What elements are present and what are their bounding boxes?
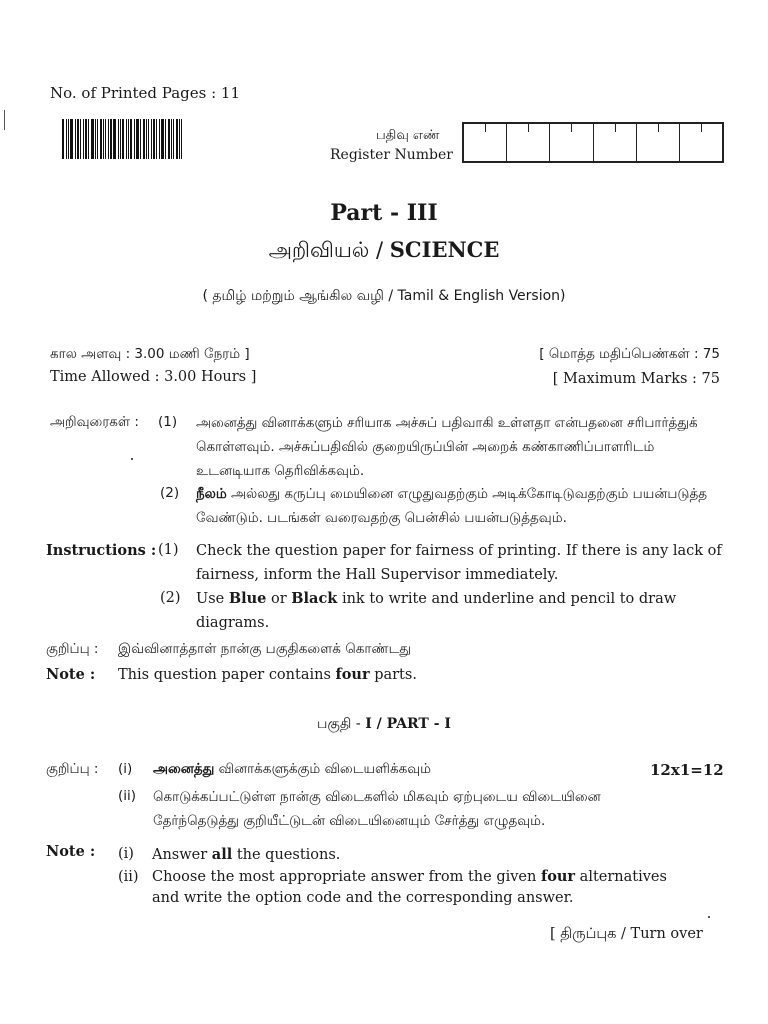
barcode-bar xyxy=(120,119,121,159)
barcode-bar xyxy=(68,119,69,159)
barcode-bar xyxy=(159,119,160,159)
part1-note-en-1-num: (i) xyxy=(118,846,134,862)
register-digit-box[interactable] xyxy=(680,124,722,161)
part1-note-en-2-pre: Choose the most appropriate answer from the given xyxy=(152,869,541,885)
barcode-bar xyxy=(136,119,139,159)
part-title: Part - III xyxy=(330,200,438,226)
barcode-bar xyxy=(148,119,149,159)
barcode-bar xyxy=(100,119,102,159)
part1-note-en-1-text xyxy=(152,846,340,863)
register-number-boxes[interactable] xyxy=(462,122,724,163)
barcode-bar xyxy=(161,119,164,159)
register-digit-box[interactable] xyxy=(464,124,507,161)
instruction-ta-1-num: (1) xyxy=(158,414,178,430)
barcode-bar xyxy=(91,119,94,159)
barcode-bar xyxy=(122,119,124,159)
part1-note-en-1-bold: all xyxy=(211,846,233,863)
barcode-bar xyxy=(70,119,73,159)
barcode-bar xyxy=(128,119,129,159)
part-one-heading-tamil: பகுதி - xyxy=(317,716,366,732)
barcode-bar xyxy=(113,119,116,159)
note-tamil-label: குறிப்பு : xyxy=(46,641,99,657)
barcode-bar xyxy=(173,119,174,159)
barcode-bar xyxy=(75,119,76,159)
barcode-bar xyxy=(179,119,180,159)
barcode-bar xyxy=(165,119,166,159)
part1-note-ta-2-text: கொடுக்கப்பட்டுள்ள நான்கு விடைகளில் மிகவும் ஏற்புடைய விடையினை தேர்ந்தெடுத்து குறியீட்டுடன் விடையினையும் சேர்த்து எழுதவும். xyxy=(153,789,601,829)
scan-edge-mark xyxy=(4,110,5,130)
printed-pages: No. of Printed Pages : 11 xyxy=(50,84,240,102)
register-label-english: Register Number xyxy=(330,147,453,163)
barcode-bar xyxy=(171,119,172,159)
instruction-ta-2-num: (2) xyxy=(160,485,180,501)
barcode-bar xyxy=(110,119,112,159)
instruction-en-2-blue: Blue xyxy=(228,590,267,607)
barcode-bar xyxy=(88,119,89,159)
barcode-bar xyxy=(181,119,182,159)
version-line: ( தமிழ் மற்றும் ஆங்கில வழி / Tamil & English Version) xyxy=(202,288,566,304)
part1-note-english-label: Note : xyxy=(46,843,96,860)
part1-note-ta-2-num: (ii) xyxy=(118,788,137,804)
instruction-en-2-pre: Use xyxy=(196,591,229,607)
max-marks-tamil: [ மொத்த மதிப்பெண்கள் : 75 xyxy=(539,346,720,362)
barcode-bar xyxy=(108,119,109,159)
part1-note-ta-1-rest: வினாக்களுக்கும் விடையளிக்கவும் xyxy=(214,761,431,777)
register-digit-box[interactable] xyxy=(507,124,550,161)
barcode-image xyxy=(62,119,190,159)
part-one-heading-english: I / PART - I xyxy=(365,716,451,732)
barcode-bar xyxy=(153,119,155,159)
instruction-en-2-black: Black xyxy=(291,590,338,607)
register-digit-box[interactable] xyxy=(594,124,637,161)
part1-note-ta-1-num: (i) xyxy=(118,761,133,777)
barcode-bar xyxy=(146,119,147,159)
barcode-bar xyxy=(130,119,132,159)
note-english-label: Note : xyxy=(46,666,96,683)
barcode-bar xyxy=(85,119,87,159)
part1-note-ta-1-bold: அனைத்து xyxy=(153,761,215,777)
instruction-en-2-post: ink to write and underline and pencil to draw diagrams. xyxy=(196,591,677,631)
instruction-en-1-num: (1) xyxy=(158,542,179,558)
instruction-en-2-mid: or xyxy=(266,591,292,607)
time-allowed-tamil: கால அளவு : 3.00 மணி நேரம் ] xyxy=(50,346,250,362)
barcode-bar xyxy=(156,119,157,159)
turn-over-label: [ திருப்புக / Turn over xyxy=(550,926,703,942)
subject-english: SCIENCE xyxy=(389,237,500,262)
register-digit-box[interactable] xyxy=(550,124,593,161)
time-allowed-english: Time Allowed : 3.00 Hours ] xyxy=(50,369,257,385)
scan-speck xyxy=(131,458,133,460)
barcode-bar xyxy=(118,119,119,159)
note-tamil-text: இவ்வினாத்தாள் நான்கு பகுதிகளைக் கொண்டது xyxy=(118,641,412,657)
barcode-bar xyxy=(134,119,135,159)
part-one-heading xyxy=(0,716,768,734)
max-marks-english: [ Maximum Marks : 75 xyxy=(552,371,720,387)
instruction-ta-2-rest: அல்லது கருப்பு மையினை எழுதுவதற்கும் அடிக்கோடிடுவதற்கும் பயன்படுத்த வேண்டும். படங்கள் வரைவதற்கு பென்சில் பயன்படுத்தவும். xyxy=(196,486,708,526)
note-english-text xyxy=(118,666,417,683)
register-label-tamil: பதிவு எண் xyxy=(376,128,440,143)
scan-speck xyxy=(708,916,710,918)
register-digit-box[interactable] xyxy=(637,124,680,161)
barcode-bar xyxy=(126,119,127,159)
subject-tamil: அறிவியல் / xyxy=(268,238,390,262)
instruction-en-1-text: Check the question paper for fairness of printing. If there is any lack of fairness, inform the Hall Supervisor immediately. xyxy=(196,543,722,583)
part1-note-en-2-post: alternatives and write the option code and the corresponding answer. xyxy=(152,869,667,906)
part1-note-tamil-label: குறிப்பு : xyxy=(46,761,99,777)
barcode-bar xyxy=(97,119,98,159)
instruction-ta-2-text xyxy=(196,482,726,530)
subject-title xyxy=(0,237,768,265)
barcode-bar xyxy=(77,119,79,159)
part1-note-en-2-bold: four xyxy=(540,868,576,885)
barcode-bar xyxy=(151,119,152,159)
barcode-bar xyxy=(176,119,178,159)
instructions-english-label: Instructions : xyxy=(46,542,157,559)
barcode-bar xyxy=(83,119,84,159)
part1-note-en-1-post: the questions. xyxy=(232,847,341,863)
barcode-bar xyxy=(80,119,81,159)
instruction-ta-2-bold: நீலம் xyxy=(196,486,227,502)
note-english-pre: This question paper contains xyxy=(118,667,336,683)
barcode-bar xyxy=(62,119,64,159)
part-one-marks: 12x1=12 xyxy=(650,761,724,779)
barcode-bar xyxy=(103,119,104,159)
instructions-tamil-label: அறிவுரைகள் : xyxy=(50,414,139,430)
part1-note-ta-1-text xyxy=(153,761,431,779)
barcode-bar xyxy=(66,119,67,159)
part1-note-en-1-pre: Answer xyxy=(152,847,212,863)
note-english-bold: four xyxy=(335,666,370,683)
barcode-bar xyxy=(105,119,106,159)
barcode-bar xyxy=(143,119,145,159)
part1-note-en-2-text xyxy=(152,866,682,909)
instruction-ta-1-text: அனைத்து வினாக்களும் சரியாக அச்சுப் பதிவாகி உள்ளதா என்பதனை சரிபார்த்துக் கொள்ளவும். அச்சுப்பதிவில் குறையிருப்பின் அறைக் கண்காணிப்பாளரிடம் உடனடியாக தெரிவிக்கவும். xyxy=(196,415,698,479)
barcode-bar xyxy=(168,119,170,159)
instruction-en-2-text xyxy=(196,587,724,635)
note-english-post: parts. xyxy=(369,667,417,683)
instruction-en-2-num: (2) xyxy=(160,590,181,606)
barcode-bar xyxy=(140,119,141,159)
barcode-bar xyxy=(95,119,96,159)
part1-note-en-2-num: (ii) xyxy=(118,869,139,885)
